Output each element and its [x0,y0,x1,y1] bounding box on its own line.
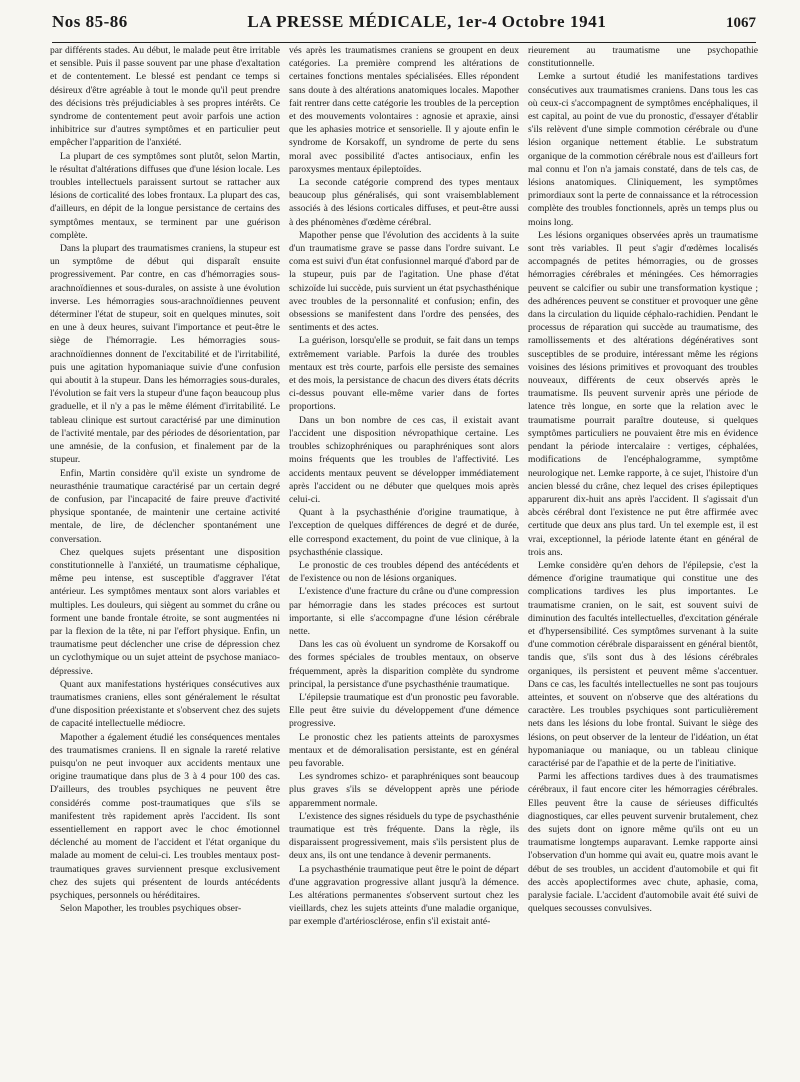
paragraph: L'épilepsie traumatique est d'un pronostic peu favorable. Elle peut être suivie du développement d'une démence progressive. [289,691,519,730]
paragraph: Quant à la psychasthénie d'origine traumatique, à l'exception de quelques différences de degré et de durée, elle correspond exactement, du point de vue clinique, à la psychasthénie classique. [289,507,519,558]
paragraph: Le pronostic chez les patients atteints de paroxysmes mentaux et de démoralisation persistante, est en général peu favorable. [289,731,519,769]
paragraph: L'existence d'une fracture du crâne ou d'une compression par hémorragie dans les stades précoces est surtout importante, si elle s'accompagne d'une lésion cérébrale nette. [289,586,519,637]
paragraph: par différents stades. Au début, le malade peut être irritable et sensible. Puis il passe souvent par une phase d'exaltation et de contentement. Le blessé est pendant ce temps si désireux d'être agréable à tout le monde qu'il peut prendre des décisions très préjudiciables à ses propres intérêts. Ce syndrome de contentement peut avoir parfois une action inhibitrice sur d'autres symptômes et en particulier peut empêcher l'apparition de l'anxiété. [50,45,280,149]
paragraph: vés après les traumatismes craniens se groupent en deux catégories. La première comprend les altérations de certaines fonctions mentales spécialisées. Elles répondent sans doute à des altérations anatomiques locales. Mapother fait rentrer dans cette catégorie les troubles de la perception et des mouvements volontaires : agnosie et apraxie, ainsi que les aphasies motrice et sensorielle. Il y ajoute enfin le syndrome de Korsakoff, un syndrome de perte du sens moral avec possibilité d'actes antisociaux, enfin les paroxysmes mentaux épileptoïdes. [289,45,519,175]
paragraph: Chez quelques sujets présentant une disposition constitutionnelle à l'anxiété, un traumatisme céphalique, même peu intense, est susceptible d'aggraver l'état antérieur. Les symptômes mentaux sont alors variables et multiples. Les douleurs, qui siègent au sommet du crâne ou forment une bande frontale étroite, se sont augmentées ni par la flexion de la tête, ni par l'effort physique. Enfin, un traumatisme peut déclencher une crise de dépression chez un cyclothymique ou un sujet atteint de psychose maniaco-dépressive. [50,546,280,677]
paragraph: Enfin, Martin considère qu'il existe un syndrome de neurasthénie traumatique caractérisé par un certain degré de confusion, par l'incapacité de faire preuve d'activité physique spontanée, de maintenir une certaine activité mentale, de lire, de déclencher spontanément une conversation. [50,467,280,545]
paragraph: Les lésions organiques observées après un traumatisme sont très variables. Il peut s'agir d'œdèmes localisés accompagnés de petites hémorragies, ou de grosses hémorragies cérébrales et méningées. Ces hémorragies peuvent se calcifier ou subir une transformation kystique ; des adhérences peuvent se constituer et provoquer une gêne dans la circulation du liquide céphalo-rachidien. Pendant le processus de réparation qui succède au traumatisme, des ramollissements et des altérations dégénératives sont susceptibles de se produire, intéressant même les régions voisines des lésions primitives et provoquant des troubles nouveaux, différents de ceux observés après le traumatisme. Ils peuvent survenir après une période de latence très longue, en sorte que la relation avec le traumatisme pourrait paraître douteuse, si quelques symptômes particuliers ne pouvaient être mis en évidence pendant la période intercalaire : vertiges, céphalées, modifications de l'encéphalogramme, symptôme neurologique net. Lemke rapporte, à ce sujet, l'histoire d'un ancien blessé du crâne, chez lequel des crises épileptiques apparurent dix-huit ans après l'accident. Il s'agissait d'un abcès cérébral dont l'existence ne put être affirmée avec certitude que deux ans plus tard. Un tel exemple est, il est vrai, exceptionnel, la période latente étant en général de trois ans. [528,229,758,558]
paragraph: Parmi les affections tardives dues à des traumatismes cérébraux, il faut encore citer les hémorragies cérébrales. Elles peuvent être la cause de sérieuses difficultés diagnostiques, car elles peuvent survenir brutalement, chez des sujets dont on ignore même qu'ils ont eu un traumatisme longtemps auparavant. Lemke rapporte ainsi l'observation d'un homme qui avait eu, quatre mois avant le début de ses troubles, un accident d'automobile et qui fit des accès apoplectiformes avec chute, aphasie, coma, paralysie faciale. L'accident d'automobile avait été suivi de quelques secousses convulsives. [528,771,758,915]
column-1 [50,44,280,1074]
paragraph: Dans les cas où évoluent un syndrome de Korsakoff ou des formes spéciales de troubles mentaux, on observe fréquemment, après la disparition complète du syndrome principal, la persistance d'une psychasthénie traumatique. [289,639,519,690]
page-number: 1067 [726,15,756,31]
paragraph: Mapother pense que l'évolution des accidents à la suite d'un traumatisme grave se passe dans l'ordre suivant. Le coma est suivi d'un état confusionnel marqué d'abord par de la stupeur, puis par de l'agitation. Une phase d'état schizoïde lui succède, puis survient un état psychasthénique avec troubles de la personnalité et confusion; enfin, des obsessions se manifestent dans l'ordre des pensées, des sentiments et des actes. [289,229,519,334]
paragraph: La seconde catégorie comprend des types mentaux beaucoup plus généralisés, qui sont vraisemblablement associés à des lésions corticales diffuses, et peut-être aussi à des phénomènes d'œdème cérébral. [289,177,519,228]
paragraph: Selon Mapother, les troubles psychiques obser- [60,903,242,915]
text-columns [50,44,758,1074]
paragraph: Les syndromes schizo- et paraphréniques sont beaucoup plus graves s'ils se développent après une période apparemment normale. [289,771,519,809]
paragraph: Mapother a également étudié les conséquences mentales des traumatismes craniens. Il en signale la rareté relative puisqu'on ne peut invoquer aux accidents mentaux une origine traumatique dans plus de 3 à 4 pour 100 des cas. D'ailleurs, des troubles psychiques ne peuvent être considérés comme post-traumatiques que s'ils se manifestent très rapidement après l'accident. Ils sont essentiellement en rapport avec le choc émotionnel déclenché au moment de l'accident et l'état organique du malade au moment de celui-ci. Les troubles mentaux post-traumatiques graves surviennent presque exclusivement chez des sujets qui présentent de lourds antécédents psychiques, personnels ou héréditaires. [50,731,280,901]
paragraph: Dans un bon nombre de ces cas, il existait avant l'accident une disposition névropathique certaine. Les troubles schizophréniques ou paraphréniques sont alors moins fréquents que les troubles de l'affectivité. Les accidents mentaux peuvent se développer immédiatement après l'accident ou ne débuter que quelques mois après celui-ci. [289,414,519,505]
column-2 [289,44,519,1074]
page-header [52,12,756,43]
paragraph: Quant aux manifestations hystériques consécutives aux traumatismes craniens, elles sont généralement le résultat d'une disposition préexistante et s'observent chez des sujets de capacité intellectuelle médiocre. [50,678,280,730]
paragraph: Lemke considère qu'en dehors de l'épilepsie, c'est la démence d'origine traumatique qui constitue une des complications tardives les plus importantes. Le traumatisme cranien, on le sait, est souvent suivi de diminution des facultés intellectuelles, d'excitation générale et d'hypersensibilité. Ces symptômes survenant à la suite d'une commotion cérébrale disparaissent en général bientôt, tandis que, s'ils sont dus à des lésions cérébrales organiques, ils persistent et peuvent même s'accentuer. Dans ce cas, les facultés intellectuelles ne sont pas toujours atteintes, et souvent on n'observe que des altérations du caractère. Les troubles psychiques sont particulièrement nets dans les lésions du lobe frontal. Suivant le siège des lésions, on peut observer de la lenteur de l'idéation, un état hypomaniaque ou maniaque, ou un tableau clinique caractérisé par de l'apathie et de la perte de l'initiative. [528,559,758,769]
paragraph: rieurement au traumatisme une psychopathie constitutionnelle. [528,45,758,70]
paragraph: La psychasthénie traumatique peut être le point de départ d'une aggravation progressive allant jusqu'à la démence. Les altérations permanentes s'observent surtout chez les vieillards, chez les sujets atteints d'une maladie organique, par exemple d'artériosclérose, enfin s'il existait anté- [289,863,519,928]
issue-number: Nos 85-86 [52,12,128,31]
paragraph: L'existence des signes résiduels du type de psychasthénie traumatique est très fréquente. Dans la règle, ils disparaissent progressivement, mais s'ils persistent plus de deux ans, ils ont une tendance à devenir permanents. [289,810,519,862]
paragraph: Dans la plupart des traumatismes craniens, la stupeur est un symptôme de début qui disparaît ensuite progressivement. Par contre, en cas d'hémorragies sous-arachnoïdiennes et sous-durales, on assiste à une évolution inverse. Les hémorragies sous-arachnoïdiennes peuvent déterminer l'état de stupeur, soit en quelques minutes, soit en une à deux heures, suivant l'importance et peut-être le siège de l'hémorragie. Les hémorragies sous-arachnoïdiennes donnent de l'excitabilité et de l'irritabilité, puis une agitation hypomaniaque suivie d'une confusion qui aboutit à la stupeur. Dans les hémorragies sous-durales, l'évolution se fait vers la stupeur d'une façon beaucoup plus graduelle, et il n'y a pas le même élément d'irritabilité. Le tableau clinique est surtout caractérisé par une diminution de l'activité mentale, par des périodes de désorientation, par une amnésie, de la confusion, et finalement par de la stupeur. [50,243,280,466]
paragraph: Le pronostic de ces troubles dépend des antécédents et de l'existence ou non de lésions organiques. [289,559,519,585]
column-3 [528,44,758,1074]
paragraph: Lemke a surtout étudié les manifestations tardives consécutives aux traumatismes craniens. Dans tous les cas où ceux-ci s'accompagnent de symptômes encéphaliques, il est capital, au point de vue du pronostic, d'essayer d'établir s'ils relèvent d'une simple commotion cérébrale ou d'une lésion organique nettement établie. Le substratum organique de la commotion cérébrale nous est d'ailleurs fort mal connu et l'on n'a jamais constaté, dans de tels cas, de lésions anatomiques. Cliniquement, les symptômes primordiaux sont la perte de connaissance et la rétrocession complète des troubles fonctionnels, après un temps plus ou moins long. [528,71,758,228]
paragraph: La plupart de ces symptômes sont plutôt, selon Martin, le résultat d'altérations diffuses que d'une lésion locale. Les troubles intellectuels paraissent surtout se rattacher aux lésions de corticalité des lobes frontaux. La plupart des cas, d'ailleurs, en dépit de la longue persistance de certains des symptômes mentaux, se terminent par une guérison complète. [50,150,280,241]
paragraph: La guérison, lorsqu'elle se produit, se fait dans un temps extrêmement variable. Parfois la durée des troubles mentaux est très courte, parfois elle persiste des semaines et des mois, la persistance de chacun des divers états décrits ci-dessus pouvant elle-même varier dans de fortes proportions. [289,335,519,413]
journal-title: LA PRESSE MÉDICALE, 1er-4 Octobre 1941 [247,12,607,31]
